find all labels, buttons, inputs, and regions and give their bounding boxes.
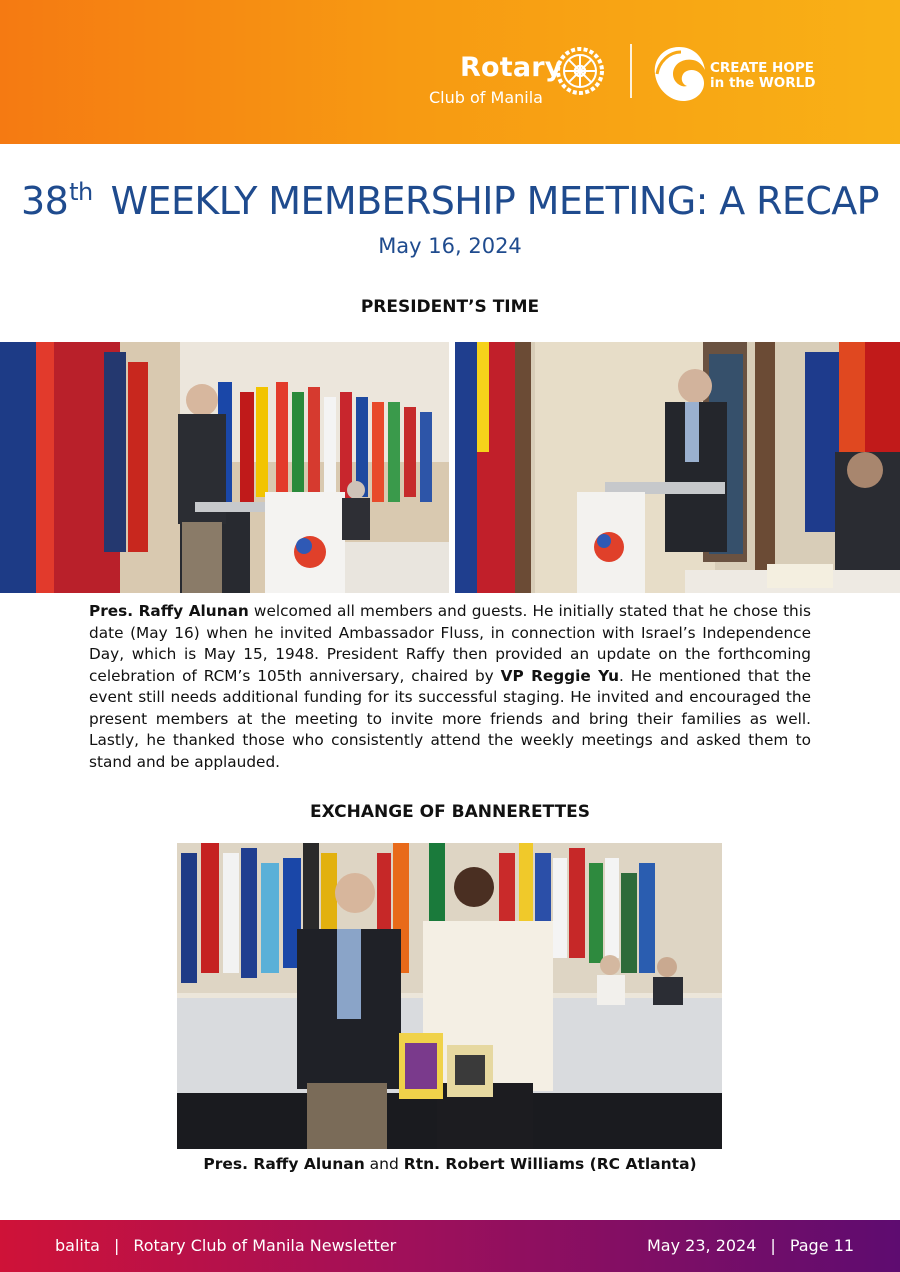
page-title [0, 178, 900, 223]
issue-date: May 23, 2024 [647, 1236, 757, 1255]
meeting-date: May 16, 2024 [378, 234, 522, 258]
footer-right [647, 1236, 854, 1255]
presidents-time-paragraph [89, 601, 811, 773]
caption-name-2: Rtn. Robert Williams (RC Atlanta) [403, 1155, 697, 1173]
create-hope-swirl-icon [651, 44, 707, 104]
page-number: Page 11 [789, 1236, 854, 1255]
rotary-club-logo [428, 40, 608, 110]
photo-bannerette-exchange [177, 843, 722, 1149]
campaign-line-2: in the WORLD [710, 75, 816, 91]
caption-name-1: Pres. Raffy Alunan [203, 1155, 365, 1173]
title-number: 38 [21, 179, 69, 223]
header-band [0, 0, 900, 144]
campaign-line-1: CREATE HOPE [710, 60, 814, 76]
publication-name: balita [55, 1236, 100, 1255]
footer-separator: | [113, 1236, 120, 1255]
footer-band [0, 1220, 900, 1272]
title-ordinal: th [69, 178, 93, 206]
logo-divider [630, 44, 632, 98]
bannerettes-heading: EXCHANGE OF BANNERETTES [310, 802, 590, 822]
president-name: Pres. Raffy Alunan [89, 602, 249, 620]
rotary-wordmark: Rotary [460, 52, 563, 83]
club-name: Club of Manila [429, 88, 543, 107]
vp-name: VP Reggie Yu [500, 666, 619, 685]
title-text: WEEKLY MEMBERSHIP MEETING: A RECAP [110, 179, 879, 223]
presidents-time-heading: PRESIDENT’S TIME [360, 297, 540, 317]
rotary-wheel-icon [552, 43, 608, 99]
create-hope-logo [651, 44, 821, 106]
footer-separator-2: | [770, 1236, 776, 1255]
paragraph-part-2: . He mentioned that the event still needs additional funding for its successful staging. He invited and encouraged the present members at the meeting to invite more friends and bring their families as well. Lastly, he thanked those who consistently attend the weekly meetings and asked them to stand and be applauded. [89, 666, 811, 771]
footer-left [55, 1236, 396, 1255]
paragraph-part-1: welcomed all members and guests. He initially stated that he chose this date (May 16) when he invited Ambassador Fluss, in connection with Israel’s Independence Day, which is May 15, 1948. President Raffy then provided an update on the forthcoming celebration of RCM’s 105th anniversary, chaired by [89, 602, 811, 685]
bannerettes-caption [0, 1155, 900, 1173]
photo-president-at-podium-right [455, 342, 900, 593]
caption-joiner: and [364, 1155, 404, 1173]
photo-president-at-podium-left [0, 342, 449, 593]
newsletter-name: Rotary Club of Manila Newsletter [133, 1236, 397, 1255]
